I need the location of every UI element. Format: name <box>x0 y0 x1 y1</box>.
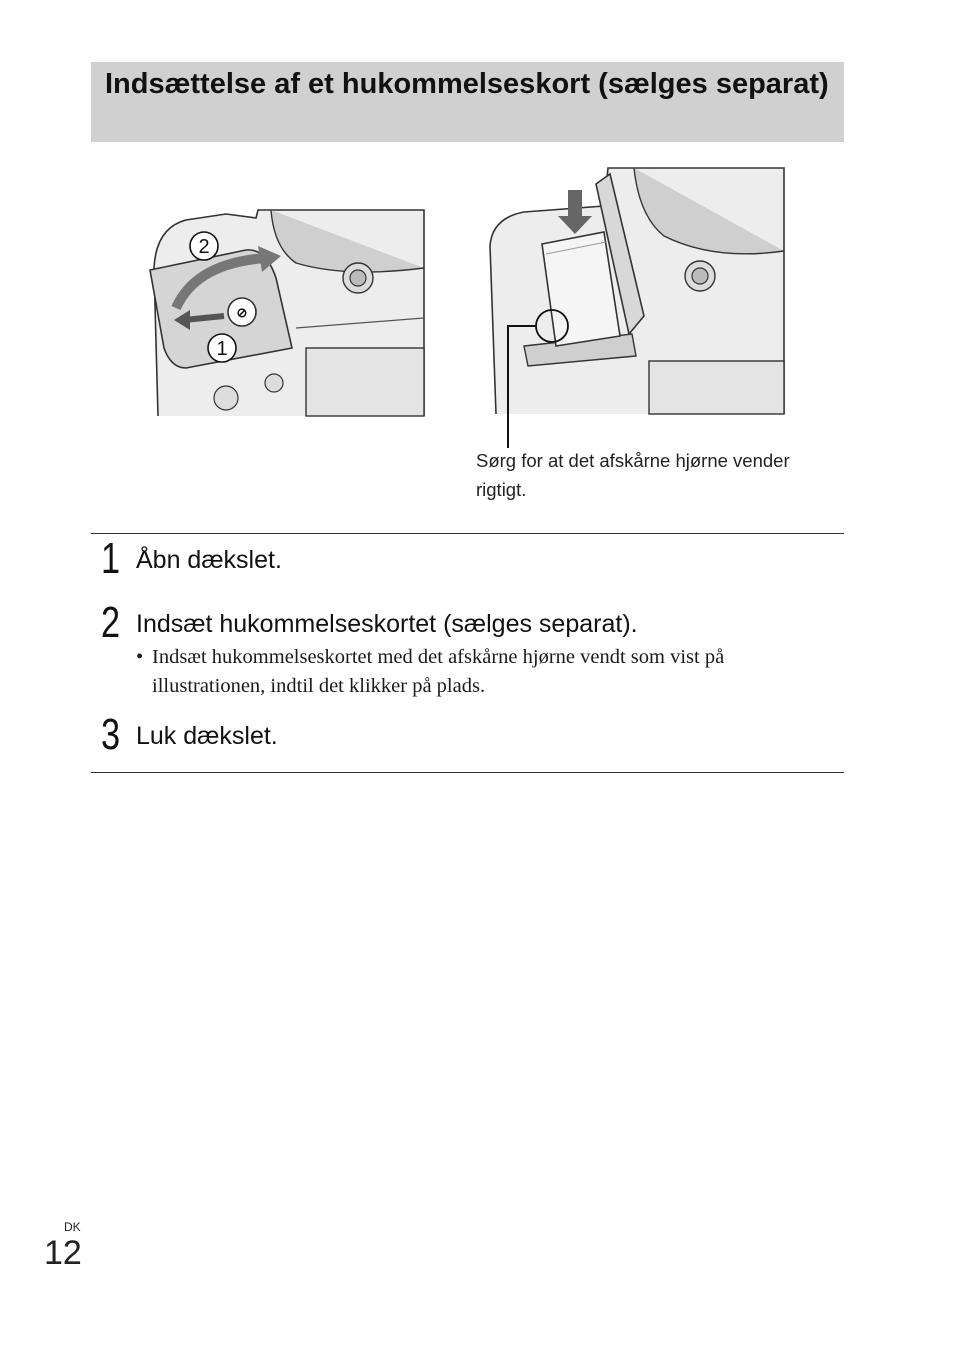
step-2-bullet-text: Indsæt hukommelseskortet med det afskårne hjørne vendt som vist på illustrationen, indtil det klikker på plads. <box>152 646 725 697</box>
svg-text:⊘: ⊘ <box>236 305 248 320</box>
illustration-caption: Sørg for at det afskårne hjørne vender rigtigt. <box>476 450 790 500</box>
step-3-number: 3 <box>101 710 121 759</box>
page-number: 12 <box>44 1234 82 1272</box>
callout-1-label: 1 <box>216 338 228 360</box>
step-2-number: 2 <box>101 598 121 647</box>
section-header <box>91 62 844 142</box>
illustration-open-cover <box>146 208 426 418</box>
callout-2-label: 2 <box>198 236 210 258</box>
step-2-text: Indsæt hukommelseskortet (sælges separat). <box>136 610 638 638</box>
bottom-divider <box>91 772 844 773</box>
top-divider <box>91 533 844 534</box>
section-title: Indsættelse af et hukommelseskort (sælges separat) <box>105 68 829 100</box>
step-3-text: Luk dækslet. <box>136 722 278 750</box>
language-code: DK <box>64 1220 81 1234</box>
camera-cover-open-drawing <box>146 208 426 418</box>
bullet-dot: • <box>136 646 144 668</box>
step-1-number: 1 <box>101 534 121 583</box>
camera-card-insert-drawing <box>484 166 786 448</box>
illustration-insert-card <box>484 166 786 448</box>
step-1-text: Åbn dækslet. <box>136 546 282 574</box>
step-2-bullet <box>136 643 836 701</box>
